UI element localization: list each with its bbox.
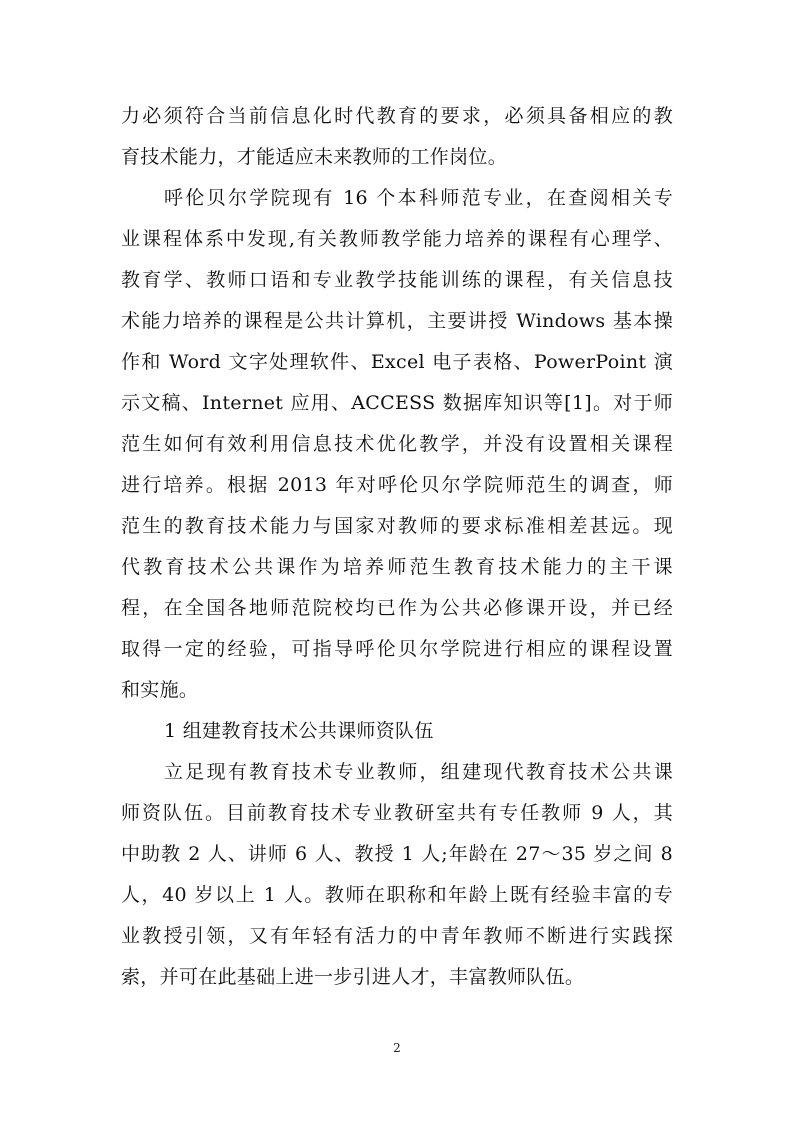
text-line: 术能力培养的课程是公共计算机，主要讲授 Windows 基本操 — [121, 310, 673, 332]
text-line: 业课程体系中发现,有关教师教学能力培养的课程有心理学、 — [121, 228, 673, 250]
text-line: 程，在全国各地师范院校均已作为公共必修课开设，并已经 — [121, 597, 673, 619]
text-line: 作和 Word 文字处理软件、Excel 电子表格、PowerPoint 演 — [121, 351, 673, 373]
text-line: 范生的教育技术能力与国家对教师的要求标准相差甚远。现 — [121, 515, 673, 537]
text-line: 力必须符合当前信息化时代教育的要求，必须具备相应的教 — [121, 105, 673, 127]
text-line: 立足现有教育技术专业教师，组建现代教育技术公共课 — [164, 761, 673, 783]
paragraph-1 — [121, 96, 673, 178]
section-heading — [121, 711, 673, 752]
heading-text: 1 组建教育技术公共课师资队伍 — [164, 720, 434, 742]
text-line: 示文稿、Internet 应用、ACCESS 数据库知识等[1]。对于师 — [121, 392, 673, 414]
text-line: 索，并可在此基础上进一步引进人才，丰富教师队伍。 — [121, 966, 585, 988]
text-line: 取得一定的经验，可指导呼伦贝尔学院进行相应的课程设置 — [121, 638, 673, 660]
text-line: 中助教 2 人、讲师 6 人、教授 1 人;年龄在 27～35 岁之间 8 — [121, 843, 673, 865]
text-line: 代教育技术公共课作为培养师范生教育技术能力的主干课 — [121, 556, 673, 578]
text-line: 育技术能力，才能适应未来教师的工作岗位。 — [121, 146, 508, 168]
paragraph-3 — [121, 752, 673, 998]
paragraph-2 — [121, 178, 673, 711]
body-text — [121, 96, 673, 998]
text-line: 业教授引领，又有年轻有活力的中青年教师不断进行实践探 — [121, 925, 673, 947]
text-line: 人，40 岁以上 1 人。教师在职称和年龄上既有经验丰富的专 — [121, 884, 673, 906]
text-line: 进行培养。根据 2013 年对呼伦贝尔学院师范生的调查，师 — [121, 474, 673, 496]
text-line: 和实施。 — [121, 679, 199, 701]
text-line: 范生如何有效利用信息技术优化教学，并没有设置相关课程 — [121, 433, 673, 455]
page-number: 2 — [393, 1041, 401, 1055]
text-line: 教育学、教师口语和专业教学技能训练的课程，有关信息技 — [121, 269, 673, 291]
text-line: 师资队伍。目前教育技术专业教研室共有专任教师 9 人，其 — [121, 802, 673, 824]
text-line: 呼伦贝尔学院现有 16 个本科师范专业，在查阅相关专 — [164, 187, 673, 209]
